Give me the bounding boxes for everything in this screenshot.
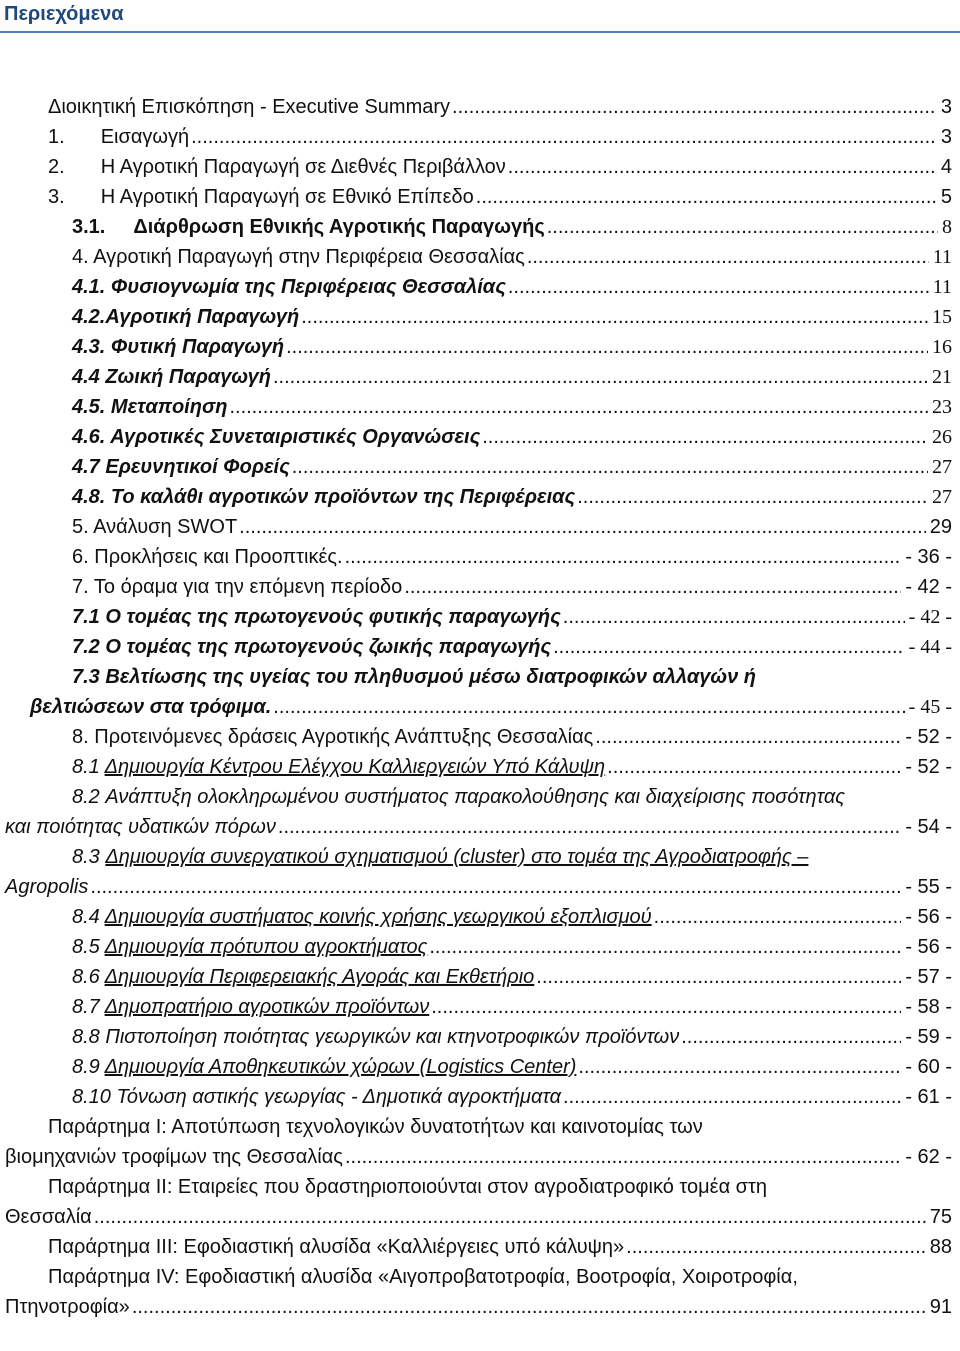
dot-leader — [563, 1084, 901, 1110]
toc-entry-text-continued: βιομηχανιών τροφίμων της Θεσσαλίας — [5, 1146, 343, 1168]
toc-entry-number: 4.6. — [72, 426, 106, 448]
toc-page-number: - 58 - — [901, 994, 952, 1020]
toc-entry-text: Δημιουργία πρότυπου αγροκτήματος — [104, 936, 428, 958]
dot-leader — [94, 1204, 926, 1230]
dot-leader — [508, 274, 929, 300]
dot-leader — [286, 334, 928, 360]
dot-leader — [536, 964, 901, 990]
toc-entry-text: Η Αγροτική Παραγωγή σε Διεθνές Περιβάλλον — [100, 156, 506, 178]
toc-entry-text: Δημιουργία Κέντρου Ελέγχου Καλλιεργειών Υπό Κάλυψη — [104, 756, 606, 778]
title-underline — [0, 31, 960, 33]
toc-entry-number: 8.1 — [72, 756, 100, 778]
toc-entry-text: Ανάπτυξη ολοκληρωμένου συστήματος παρακολούθησης και διαχείρισης ποσότητας — [105, 786, 845, 808]
toc-entry-number: 4.3. — [72, 336, 106, 358]
toc-entry-text: Δημιουργία συνεργατικού σχηματισμού (cluster) στο τομέα της Αγροδιατροφής – — [105, 846, 809, 868]
toc-entry-text: Ερευνητικοί Φορείς — [105, 456, 290, 478]
toc-page-number: - 42 - — [905, 604, 952, 630]
dot-leader — [654, 904, 902, 930]
dot-leader — [563, 604, 905, 630]
toc-page-number: - 56 - — [901, 904, 952, 930]
dot-leader — [431, 994, 901, 1020]
toc-entry-number: 7. — [72, 576, 89, 598]
toc-entry-8[interactable] — [0, 720, 952, 750]
toc-page-number: 75 — [926, 1204, 952, 1230]
toc-page-number: - 62 - — [901, 1144, 952, 1170]
toc-entry-number: 4.8. — [72, 486, 106, 508]
toc-entry-text: Το όραμα για την επόμενη περίοδο — [93, 576, 403, 598]
toc-page-number: - 61 - — [901, 1084, 952, 1110]
toc-entry-text: Φυσιογνωμία της Περιφέρειας Θεσσαλίας — [110, 276, 506, 298]
toc-entry-text: Η Αγροτική Παραγωγή σε Εθνικό Επίπεδο — [100, 186, 474, 208]
toc-entry-number: 1. — [48, 126, 65, 148]
toc-entry-8-8[interactable] — [0, 1020, 952, 1050]
toc-page-number: 27 — [928, 484, 952, 510]
toc-entry-4[interactable] — [0, 240, 952, 270]
dot-leader — [345, 1144, 901, 1170]
toc-page-number: 15 — [928, 304, 952, 330]
toc-entry-number: 4.4 — [72, 366, 100, 388]
toc-entry-appendix-4[interactable] — [0, 1260, 952, 1320]
toc-entry-number: 8. — [72, 726, 89, 748]
toc-page-number: 21 — [928, 364, 952, 390]
toc-entry-7-2[interactable] — [0, 630, 952, 660]
dot-leader — [229, 394, 928, 420]
toc-entry-text: Αγροτική Παραγωγή στην Περιφέρεια Θεσσαλίας — [93, 246, 525, 268]
toc-entry-number: 7.3 — [72, 666, 100, 688]
dot-leader — [547, 214, 938, 240]
toc-page-number: 16 — [928, 334, 952, 360]
toc-entry-6[interactable] — [0, 540, 952, 570]
dot-leader — [578, 1054, 901, 1080]
toc-entry-number: 4.7 — [72, 456, 100, 478]
toc-entry-7-1[interactable] — [0, 600, 952, 630]
toc-entry-text: Δημιουργία συστήματος κοινής χρήσης γεωργικού εξοπλισμού — [104, 906, 652, 928]
toc-entry-4-2[interactable] — [0, 300, 952, 330]
toc-entry-number: 4.2. — [72, 306, 106, 328]
toc-entry-text: Αγροτικές Συνεταιριστικές Οργανώσεις — [110, 426, 481, 448]
toc-entry-number: 8.10 — [72, 1086, 111, 1108]
toc-entry-text: Το καλάθι αγροτικών προϊόντων της Περιφέρειας — [110, 486, 576, 508]
toc-page-number: 8 — [938, 214, 952, 240]
toc-entry-number: 3.1. — [72, 216, 106, 238]
toc-entry-text: Ο τομέας της πρωτογενούς ζωικής παραγωγής — [105, 636, 552, 658]
toc-entry-number: 4.1. — [72, 276, 106, 298]
toc-entry-8-1[interactable] — [0, 750, 952, 780]
toc-entry-8-5[interactable] — [0, 930, 952, 960]
table-of-contents — [0, 90, 960, 1320]
dot-leader — [345, 544, 902, 570]
page-title: Περιεχόμενα — [4, 3, 124, 25]
toc-entry-number: 8.2 — [72, 786, 100, 808]
toc-page-number: 27 — [928, 454, 952, 480]
toc-page-number: 4 — [937, 154, 952, 180]
toc-entry-number: 8.7 — [72, 996, 100, 1018]
toc-entry-text: Προκλήσεις και Προοπτικές. — [94, 546, 343, 568]
toc-entry-8-2[interactable] — [0, 780, 952, 840]
dot-leader — [278, 814, 901, 840]
toc-page-number: - 42 - — [901, 574, 952, 600]
toc-entry-7-3[interactable] — [0, 660, 952, 720]
toc-page-number: 26 — [928, 424, 952, 450]
toc-entry-text: Διάρθρωση Εθνικής Αγροτικής Παραγωγής — [133, 216, 545, 238]
toc-entry-text-continued: Πτηνοτροφία» — [5, 1296, 130, 1318]
toc-entry-number: 8.6 — [72, 966, 100, 988]
toc-entry-number: 8.4 — [72, 906, 100, 928]
dot-leader — [508, 154, 937, 180]
toc-page-number: - 36 - — [901, 544, 952, 570]
toc-entry-8-3[interactable] — [0, 840, 952, 900]
toc-entry-number: 7.2 — [72, 636, 100, 658]
toc-entry-3-1[interactable] — [0, 210, 952, 240]
toc-entry-number: 2. — [48, 156, 65, 178]
toc-entry-text-continued: Agropolis — [5, 876, 89, 898]
toc-page-number: - 52 - — [901, 754, 952, 780]
toc-entry-appendix-2[interactable] — [0, 1170, 952, 1230]
toc-page-number: 11 — [929, 244, 952, 270]
toc-page-number: - 52 - — [901, 724, 952, 750]
toc-entry-7[interactable] — [0, 570, 952, 600]
toc-entry-4-8[interactable] — [0, 480, 952, 510]
toc-entry-8-9[interactable] — [0, 1050, 952, 1080]
toc-entry-text: Δημιουργία Αποθηκευτικών χώρων (Logistics Center) — [104, 1056, 577, 1078]
toc-entry-text: Παράρτημα ΙΙΙ: Εφοδιαστική αλυσίδα «Καλλιέργειες υπό κάλυψη» — [48, 1236, 625, 1258]
toc-entry-4-1[interactable] — [0, 270, 952, 300]
dot-leader — [404, 574, 901, 600]
dot-leader — [239, 514, 926, 540]
toc-page-number: - 44 - — [905, 634, 952, 660]
dot-leader — [292, 454, 928, 480]
toc-entry-text: Προτεινόμενες δράσεις Αγροτικής Ανάπτυξης Θεσσαλίας — [94, 726, 594, 748]
toc-entry-4-6[interactable] — [0, 420, 952, 450]
toc-page-number: 88 — [926, 1234, 952, 1260]
toc-entry-text: Βελτίωσης της υγείας του πληθυσμού μέσω διατροφικών αλλαγών ή — [105, 666, 756, 688]
toc-entry-text: Παράρτημα ΙΙ: Εταιρείες που δραστηριοποιούνται στον αγροδιατροφικό τομέα στη — [48, 1176, 768, 1198]
toc-entry-3[interactable] — [0, 180, 952, 210]
toc-page-number: 3 — [937, 94, 952, 120]
toc-entry-text: Αγροτική Παραγωγή — [105, 306, 300, 328]
toc-page-number: 91 — [926, 1294, 952, 1320]
toc-entry-text-continued: βελτιώσεων στα τρόφιμα. — [30, 696, 272, 718]
toc-page-number: - 60 - — [901, 1054, 952, 1080]
toc-entry-text-continued: Θεσσαλία — [5, 1206, 92, 1228]
toc-entry-text: Δημοπρατήριο αγροτικών προϊόντων — [104, 996, 430, 1018]
dot-leader — [681, 1024, 901, 1050]
dot-leader — [482, 424, 928, 450]
toc-entry-number: 3. — [48, 186, 65, 208]
dot-leader — [527, 244, 929, 270]
toc-entry-text: Φυτική Παραγωγή — [110, 336, 285, 358]
toc-page-number: 23 — [928, 394, 952, 420]
dot-leader — [553, 634, 905, 660]
toc-page-number: - 57 - — [901, 964, 952, 990]
toc-entry-appendix-3[interactable] — [0, 1230, 952, 1260]
toc-entry-number: 4. — [72, 246, 89, 268]
toc-entry-text: Εισαγωγή — [100, 126, 190, 148]
toc-entry-number: 8.5 — [72, 936, 100, 958]
dot-leader — [273, 364, 928, 390]
dot-leader — [301, 304, 928, 330]
toc-entry-text: Παράρτημα ΙV: Εφοδιαστική αλυσίδα «Αιγοπροβατοτροφία, Βοοτροφία, Χοιροτροφία, — [48, 1266, 798, 1288]
toc-page-number: - 59 - — [901, 1024, 952, 1050]
toc-entry-text: Παράρτημα Ι: Αποτύπωση τεχνολογικών δυνατοτήτων και καινοτομίας των — [48, 1116, 703, 1138]
toc-entry-number: 4.5. — [72, 396, 106, 418]
dot-leader — [452, 94, 937, 120]
toc-entry-text: Ζωική Παραγωγή — [105, 366, 271, 388]
dot-leader — [429, 934, 901, 960]
toc-entry-number: 5. — [72, 516, 89, 538]
dot-leader — [607, 754, 901, 780]
toc-entry-2[interactable] — [0, 150, 952, 180]
toc-entry-number: 8.3 — [72, 846, 100, 868]
dot-leader — [132, 1294, 926, 1320]
toc-page-number: 5 — [937, 184, 952, 210]
toc-page-number: - 56 - — [901, 934, 952, 960]
dot-leader — [273, 694, 904, 720]
toc-entry-4-3[interactable] — [0, 330, 952, 360]
toc-entry-text: Μεταποίηση — [110, 396, 228, 418]
toc-entry-text-continued: και ποιότητας υδατικών πόρων — [5, 816, 276, 838]
toc-entry-4-7[interactable] — [0, 450, 952, 480]
toc-page-number: 3 — [937, 124, 952, 150]
toc-entry-number: 8.9 — [72, 1056, 100, 1078]
toc-entry-text: Πιστοποίηση ποιότητας γεωργικών και κτηνοτροφικών προϊόντων — [105, 1026, 680, 1048]
toc-entry-text: Δημιουργία Περιφερειακής Αγοράς και Εκθετήριο — [104, 966, 535, 988]
dot-leader — [90, 874, 901, 900]
toc-entry-8-4[interactable] — [0, 900, 952, 930]
toc-entry-1[interactable] — [0, 120, 952, 150]
toc-entry-text: Ο τομέας της πρωτογενούς φυτικής παραγωγής — [105, 606, 561, 628]
toc-entry-8-10[interactable] — [0, 1080, 952, 1110]
toc-entry-4-4[interactable] — [0, 360, 952, 390]
toc-page-number: - 55 - — [901, 874, 952, 900]
dot-leader — [577, 484, 928, 510]
toc-page-number: 11 — [929, 274, 952, 300]
toc-entry-5[interactable] — [0, 510, 952, 540]
dot-leader — [626, 1234, 926, 1260]
toc-entry-8-6[interactable] — [0, 960, 952, 990]
toc-page-number: - 45 - — [905, 694, 952, 720]
toc-entry-appendix-1[interactable] — [0, 1110, 952, 1170]
dot-leader — [595, 724, 901, 750]
toc-entry-text: Τόνωση αστικής γεωργίας - Δημοτικά αγροκτήματα — [116, 1086, 562, 1108]
toc-entry-text: Διοικητική Επισκόπηση - Executive Summary — [48, 96, 451, 118]
toc-entry-number: 8.8 — [72, 1026, 100, 1048]
dot-leader — [476, 184, 937, 210]
toc-entry-4-5[interactable] — [0, 390, 952, 420]
toc-entry-number: 7.1 — [72, 606, 100, 628]
toc-entry-8-7[interactable] — [0, 990, 952, 1020]
toc-page-number: - 54 - — [901, 814, 952, 840]
dot-leader — [191, 124, 937, 150]
toc-page-number: 29 — [926, 514, 952, 540]
toc-entry-number: 6. — [72, 546, 89, 568]
toc-entry-text: Ανάλυση SWOT — [93, 516, 238, 538]
toc-entry-executive-summary[interactable] — [0, 90, 952, 120]
